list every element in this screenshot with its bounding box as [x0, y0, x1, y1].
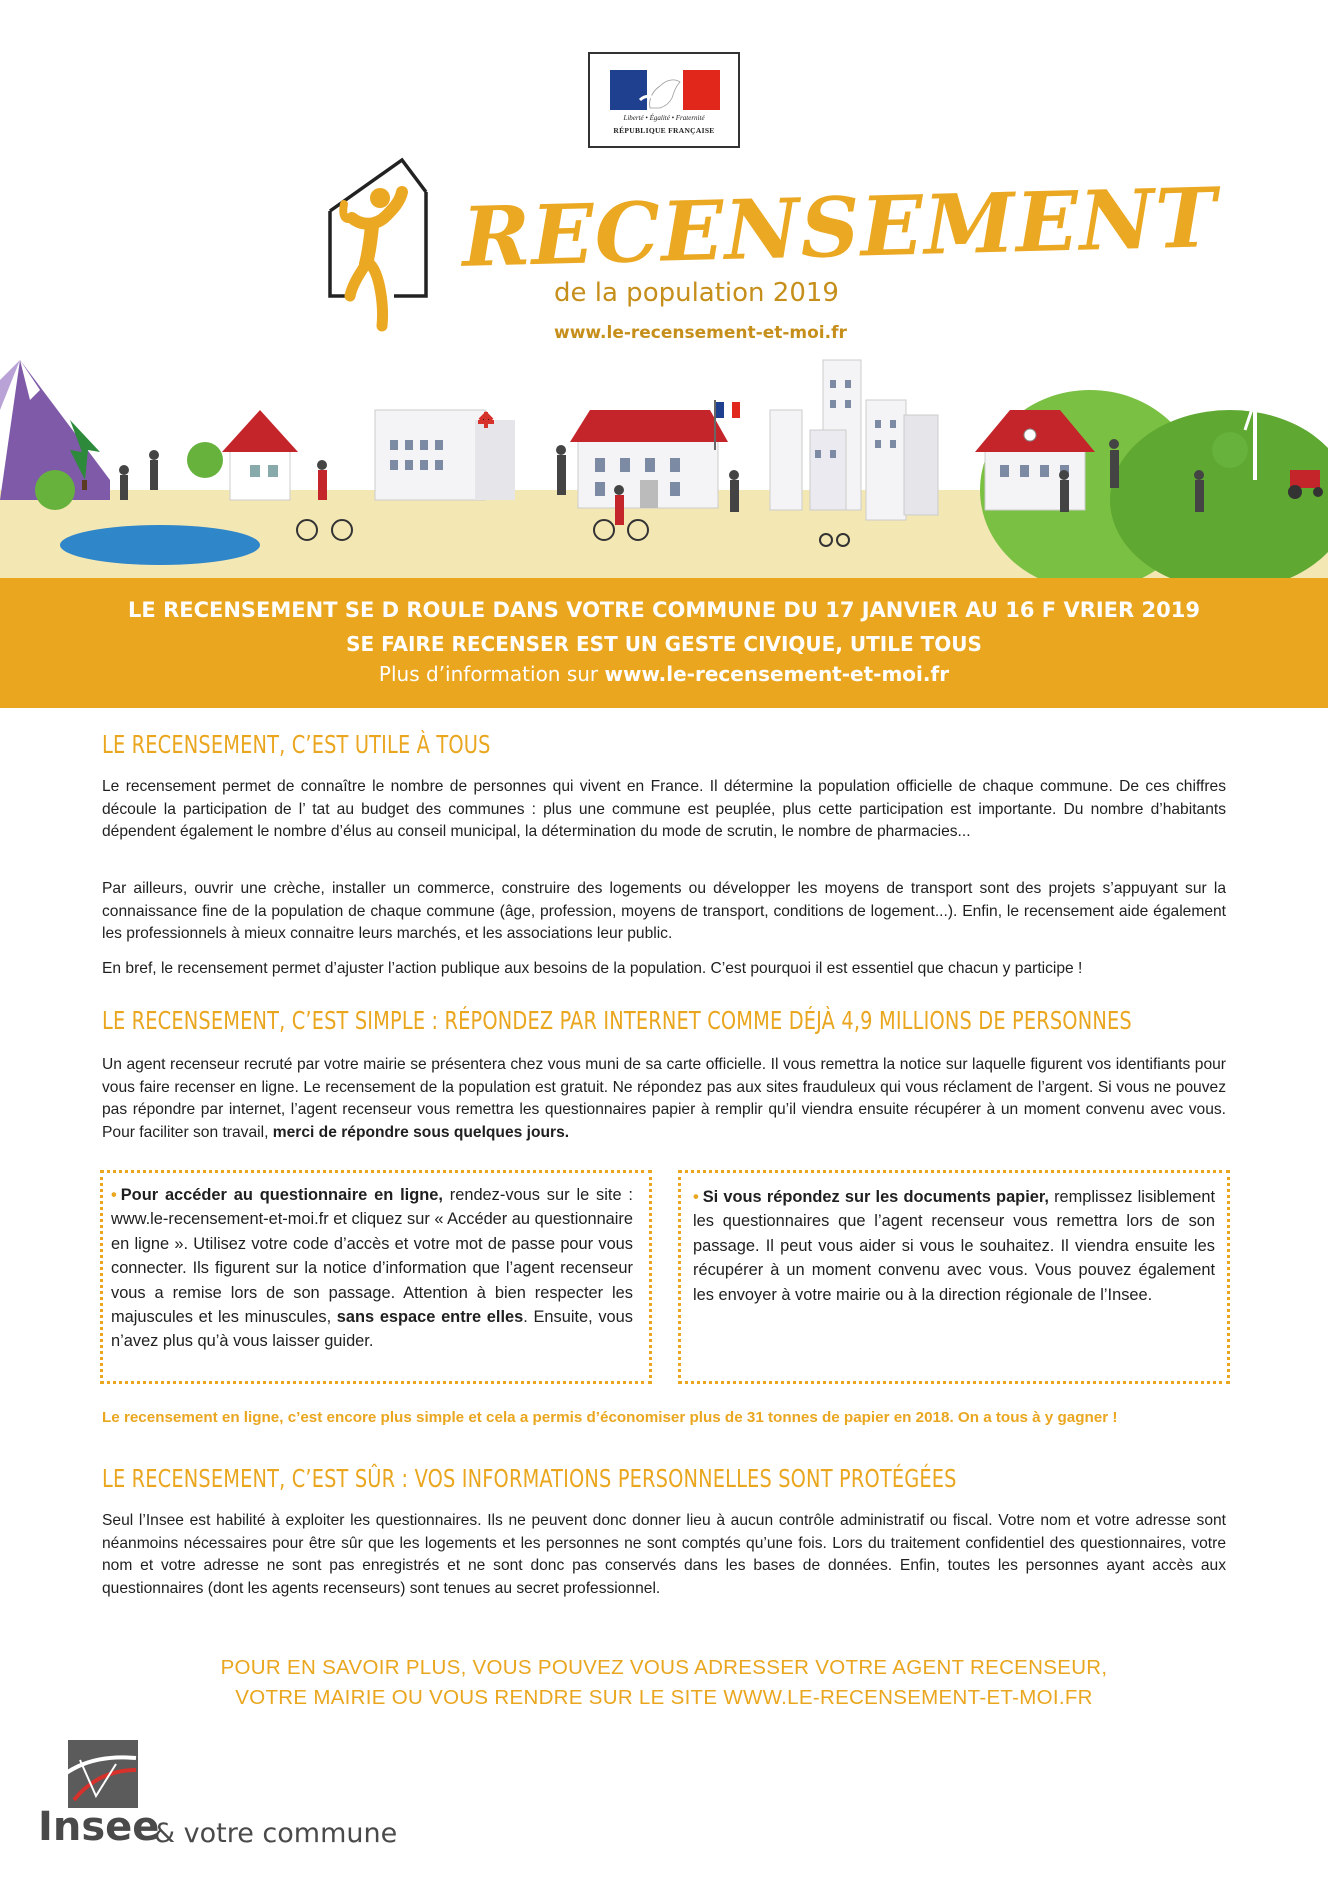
footer-cta-line1: POUR EN SAVOIR PLUS, VOUS POUVEZ VOUS ADRESSER VOTRE AGENT RECENSEUR, [220, 1656, 1108, 1679]
online-bold-mid: sans espace entre elles [336, 1308, 524, 1327]
insee-tagline: & votre commune [154, 1818, 398, 1849]
section-sur-heading: LE RECENSEMENT, C’EST SÛR : VOS INFORMATIONS PERSONNELLES SONT PROTÉGÉES [102, 1464, 957, 1493]
online-text2: . Ensuite, vous n’avez plus qu’à vous laisser guider. [111, 1308, 633, 1351]
republique-text: RÉPUBLIQUE FRANÇAISE [613, 126, 715, 135]
main-title: RECENSEMENT [460, 170, 1219, 286]
house-figure-icon [322, 156, 432, 336]
section-sur-p1: Seul l’Insee est habilité à exploiter les questionnaires. Ils ne peuvent donc donner lieu à aucun contrôle administratif ou fiscal. Votre nom et votre adresse sont néanmoins nécessaires pour être sûr que les logements et les personnes ne sont comptés qu’une fois. Lors du traitement confidentiel des questionnaires, votre nom et votre adresse ne sont pas enregistrés et ne sont donc pas conservés dans les bases de données. Enfin, toutes les personnes ayant accès aux questionnaires (dont les agents recenseurs) sont tenues au secret professionnel. [102, 1512, 1226, 1597]
motto-text: Liberté • Égalité • Fraternité [623, 114, 705, 122]
paper-text: remplissez lisiblement les questionnaires que l’agent recenseur vous remettra lors de son passage. Il peut vous aider si vous le souhaitez. Il viendra ensuite les récupérer à un moment convenu avec vous. Vous pouvez également les envoyer à votre mairie ou à la direction régionale de l’Insee. [693, 1188, 1215, 1304]
section-simple-text: Un agent recenseur recruté par votre mairie se présentera chez vous muni de sa carte officielle. Il vous remettra la notice sur laquelle figurent vos identifiants pour vous faire recenser en ligne. Le recensement de la population est gratuit. Ne répondez pas aux sites frauduleux qui vous réclament de l’argent. Si vous ne pouvez pas répondre par internet, l’agent recenseur vous remettra les questionnaires papier à remplir qu’il viendra ensuite récupérer à un moment convenu avec vous. Pour faciliter son travail, [102, 1056, 1226, 1141]
banner-info [0, 662, 1328, 686]
banner-info-url[interactable]: www.le-recensement-et-moi.fr [604, 662, 950, 686]
online-text1: rendez-vous sur le site : www.le-recensement-et-moi.fr et cliquez sur « Accéder au questionnaire en ligne ». Utilisez votre code d’accès et votre mot de passe pour vous connecter. Ils figurent sur la notice d’information que l’agent recenseur vous a remise lors de son passage. Attention à bien respecter les majuscules et les minuscules, [111, 1186, 634, 1327]
footer-cta-line2: VOTRE MAIRIE OU VOUS RENDRE SUR LE SITE WWW.LE-RECENSEMENT-ET-MOI.FR [235, 1686, 1093, 1709]
marianne-flag-icon [610, 70, 720, 110]
republique-francaise-logo [588, 52, 740, 148]
section-simple-bold: merci de répondre sous quelques jours. [272, 1123, 570, 1141]
village-illustration [0, 340, 1328, 580]
banner-dates: LE RECENSEMENT SE D ROULE DANS VOTRE COMMUNE DU 17 JANVIER AU 16 F VRIER 2019 [128, 598, 1200, 622]
subtitle: de la population 2019 [554, 278, 839, 308]
bullet-icon: • [111, 1186, 117, 1204]
section-simple-p1 [102, 1054, 1226, 1144]
section-utile-heading: LE RECENSEMENT, C’EST UTILE À TOUS [102, 730, 491, 759]
online-instructions-text [111, 1183, 633, 1354]
online-bold-intro: Pour accéder au questionnaire en ligne, [120, 1186, 443, 1204]
section-utile-p1: Le recensement permet de connaître le nombre de personnes qui vivent en France. Il détermine la population officielle de chaque commune. De ces chiffres découle la participation de l’ tat au budget des communes : plus une commune est peuplée, plus cette participation est importante. Du nombre d’habitants dépendent également le nombre d’élus au conseil municipal, la détermination du mode de scrutin, le nombre de pharmacies... [102, 778, 1226, 840]
banner-info-prefix: Plus d’information sur [378, 662, 605, 686]
insee-wordmark: Insee [38, 1804, 160, 1850]
banner-civic: SE FAIRE RECENSER EST UN GESTE CIVIQUE, UTILE TOUS [346, 632, 982, 656]
online-instructions-box [100, 1170, 652, 1384]
paper-savings-highlight: Le recensement en ligne, c’est encore plus simple et cela a permis d’économiser plus de 31 tonnes de papier en 2018. On a tous à y gagner ! [102, 1409, 1118, 1426]
bullet-icon: • [693, 1188, 699, 1206]
site-url: www.le-recensement-et-moi.fr [554, 323, 847, 343]
section-utile-p2: Par ailleurs, ouvrir une crèche, installer un commerce, construire des logements ou développer les moyens de transport sont des projets s’appuyant sur la connaissance fine de la population de chaque commune (âge, profession, moyens de transport, conditions de logement...). Enfin, le recensement aide également les professionnels à mieux connaitre leurs marchés, et les associations leur public. [102, 880, 1226, 942]
paper-instructions-text [693, 1185, 1215, 1307]
dates-banner [0, 578, 1328, 708]
paper-instructions-box [678, 1170, 1230, 1384]
paper-bold-intro: Si vous répondez sur les documents papier, [702, 1188, 1049, 1206]
section-simple-heading: LE RECENSEMENT, C’EST SIMPLE : RÉPONDEZ PAR INTERNET COMME DÉJÀ 4,9 MILLIONS DE PERSONNES [102, 1006, 1132, 1035]
section-utile-p3: En bref, le recensement permet d’ajuster l’action publique aux besoins de la population. C’est pourquoi il est essentiel que chacun y participe ! [102, 960, 1083, 977]
